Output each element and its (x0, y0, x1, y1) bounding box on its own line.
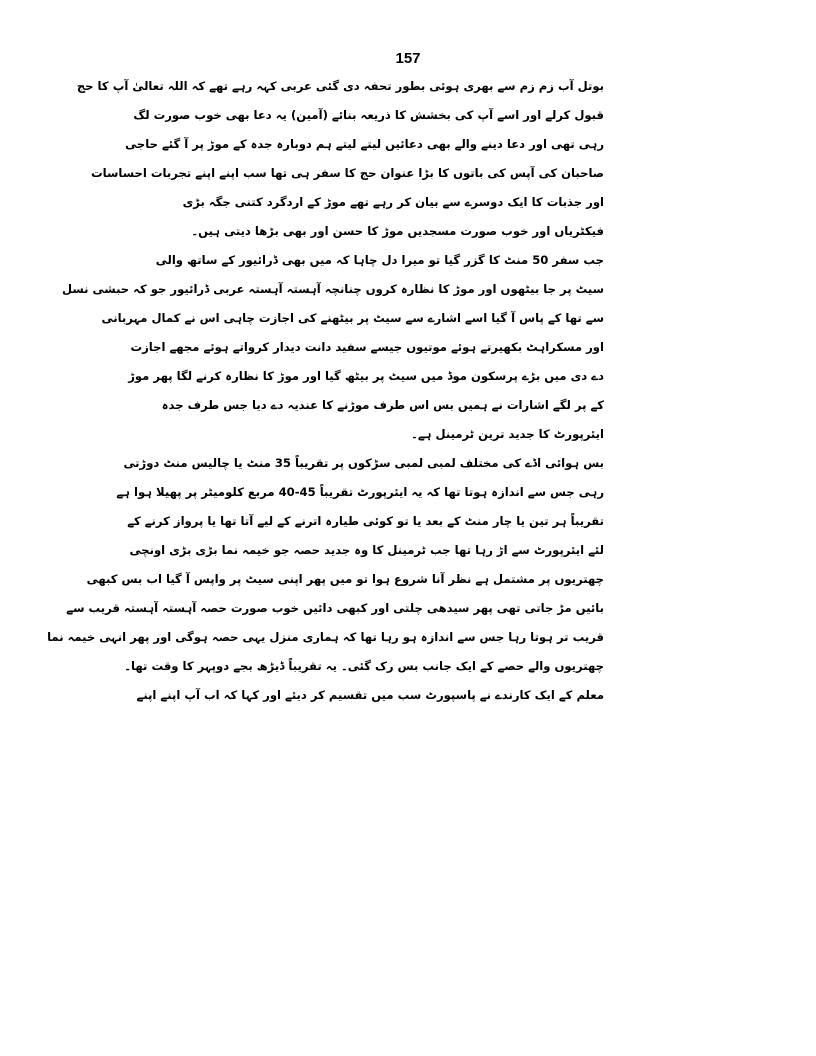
text-line: رہی جس سے اندازہ ہوتا تھا کہ یہ ایئرپورٹ تقریباً 45-40 مربع کلومیٹر پر پھیلا ہوا ہے (116, 485, 604, 499)
text-line: قبول کرلے اور اسے آپ کی بخشش کا ذریعہ بنائے (آمین) یہ دعا بھی خوب صورت لگ (133, 108, 604, 122)
text-line: سے تھا کے پاس آ گیا اسے اشارے سے سیٹ پر بیٹھنے کی اجازت چاہی اس نے کمال مہربانی (101, 311, 604, 325)
text-line: رہی تھی اور دعا دینے والے بھی دعائیں لیتے لیتے ہم دوبارہ جدہ کے موڑ پر آ گئے حاجی (125, 137, 604, 151)
text-line: قریب تر ہوتا رہا جس سے اندازہ ہو رہا تھا کہ ہماری منزل یہی حصہ ہوگی اور پھر انہی خیمہ نما (47, 630, 604, 644)
text-line: ایئرپورٹ کا جدید ترین ٹرمینل ہے۔ (411, 427, 604, 441)
text-line: سیٹ پر جا بیٹھوں اور موڑ کا نظارہ کروں چنانچہ آہستہ آہستہ عربی ڈرائیور جو کہ حبشی نسل (62, 282, 604, 296)
text-line: اور جذبات کا ایک دوسرے سے بیان کر رہے تھے موڑ کے اردگرد کتنی جگہ بڑی (182, 195, 604, 209)
text-line: جب سفر 50 منٹ کا گزر گیا تو میرا دل چاہا کہ میں بھی ڈرائیور کے ساتھ والی (155, 253, 604, 267)
text-line: فیکٹریاں اور خوب صورت مسجدیں موڑ کا حسن اور بھی بڑھا دیتی ہیں۔ (191, 224, 604, 238)
text-line: بس ہوائی اڈے کی مختلف لمبی لمبی سڑکوں پر تقریباً 35 منٹ یا چالیس منٹ دوڑتی (123, 456, 604, 470)
text-line: بوتل آب زم زم سے بھری ہوئی بطور تحفہ دی گئی عربی کہہ رہے تھے کہ اللہ تعالیٰ آپ کا حج (76, 79, 604, 93)
text-line: بائیں مڑ جاتی تھی پھر سیدھی چلتی اور کبھی دائیں خوب صورت حصہ آہستہ آہستہ قریب سے (66, 601, 604, 615)
text-line: اور مسکراہٹ بکھیرتے ہوئے موتیوں جیسے سفید دانت دیدار کرواتے ہوئے مجھے اجازت (130, 340, 604, 354)
body-text (47, 72, 604, 710)
text-line: لئے ایئرپورٹ سے اڑ رہا تھا جب ٹرمینل کا وہ جدید حصہ جو خیمہ نما بڑی بڑی اونچی (129, 543, 604, 557)
text-line: تقریباً ہر تین یا چار منٹ کے بعد یا تو کوئی طیارہ اترنے کے لیے آتا تھا یا پرواز کرنے کے (127, 514, 604, 528)
text-line: دے دی میں بڑے پرسکون موڈ میں سیٹ پر بیٹھ گیا اور موڑ کا نظارہ کرنے لگا پھر موڑ (128, 369, 604, 383)
text-line: کے پر لگے اشارات نے ہمیں بس اس طرف موڑنے کا عندیہ دے دیا جس طرف جدہ (161, 398, 604, 412)
page-number: 157 (395, 50, 421, 67)
text-line: صاحبان کی آپس کی باتوں کا بڑا عنوان حج کا سفر ہی تھا سب اپنے اپنے تجربات احساسات (90, 166, 604, 180)
text-line: چھتریوں والے حصے کے ایک جانب بس رک گئی۔ یہ تقریباً ڈیڑھ بجے دوپہر کا وقت تھا۔ (124, 659, 604, 673)
text-line: چھتریوں پر مشتمل ہے نظر آنا شروع ہوا تو میں پھر اپنی سیٹ پر واپس آ گیا اب بس کبھی (86, 572, 604, 586)
text-line: معلم کے ایک کارندے نے پاسپورٹ سب میں تقسیم کر دیئے اور کہا کہ اب آپ اپنے اپنے (136, 688, 604, 702)
